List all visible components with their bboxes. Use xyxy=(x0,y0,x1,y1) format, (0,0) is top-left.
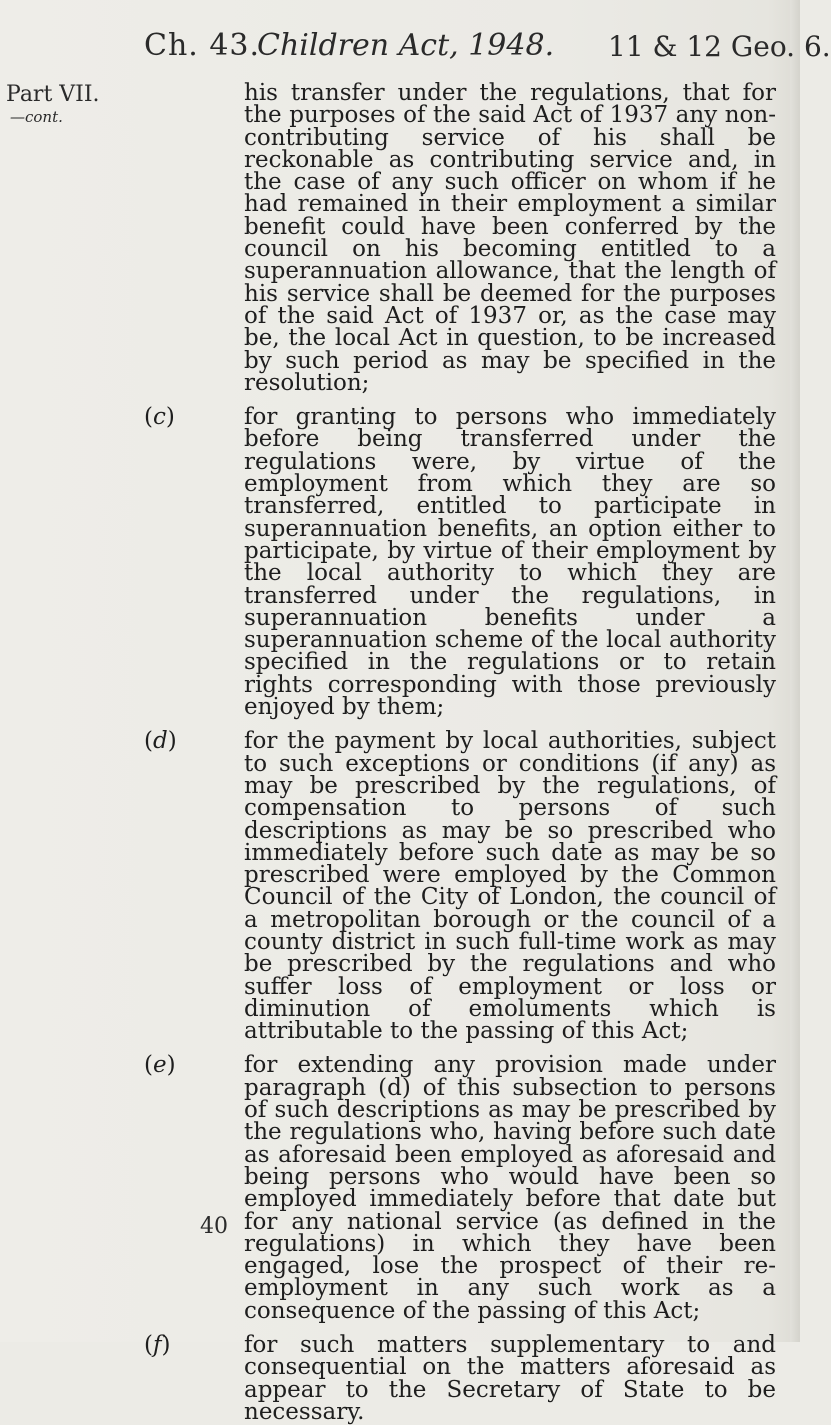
margin-note xyxy=(6,84,126,128)
clause-f xyxy=(144,1334,776,1423)
clause-letter: f xyxy=(152,1332,162,1359)
clause-label: (d) xyxy=(144,728,177,755)
clause-d xyxy=(144,728,776,1045)
intro-paragraph: his transfer under the regulations, that for the purposes of the said Act of 1937 any non-contributing service of his shall be reckonable as contributing service and, in the case of any such officer on whom if he had remained in their employment a similar benefit could have been conferred by the council on his becoming entitled to a superannuation allowance, that the length of his service shall be deemed for the purposes of the said Act of 1937 or, as the case may be, the local Act in question, to be increased by such period as may be specified in the resolution; xyxy=(244,80,776,396)
regnal-year: 11 & 12 Geo. 6. xyxy=(608,30,831,63)
clause-text: for such matters supplementary to and consequential on the matters aforesaid as appear to the Secretary of State to be necessary. xyxy=(244,1332,776,1425)
clause-text: for granting to persons who immediately before being transferred under the regulations were, by virtue of the employment from which they are so transferred, entitled to participate in superannuation benefits, an option either to participate, by virtue of their employment by the local authority to which they are transferred under the regulations, in superannuation benefits under a superannuation scheme of the local authority specified in the regulations or to retain rights corresponding with those previously enjoyed by them; xyxy=(244,404,776,721)
clause-e xyxy=(144,1054,776,1322)
margin-part-label: Part VII. xyxy=(6,82,100,107)
clause-label: (c) xyxy=(144,404,175,431)
running-header xyxy=(0,28,831,68)
chapter-number: Ch. 43. xyxy=(144,28,261,63)
clause-text: for the payment by local authorities, subject to such exceptions or conditions (if any) as may be prescribed by the regulations, of compensation to persons of such descriptions as may be so prescribed who immediately before such date as may be so prescribed were employed by the Common Council of the City of London, the council of a metropolitan borough or the council of a county district in such full-time work as may be prescribed by the regulations and who suffer loss of employment or loss or diminution of emoluments which is attributable to the passing of this Act; xyxy=(244,728,776,1045)
clause-c xyxy=(144,404,776,721)
clause-letter: e xyxy=(152,1052,167,1079)
clause-label: (f) xyxy=(144,1332,171,1359)
margin-cont-label: —cont. xyxy=(10,108,63,126)
page-edge-shadow xyxy=(790,0,800,1342)
page-number: 40 xyxy=(200,1214,228,1239)
clause-text: for extending any provision made under paragraph (d) of this subsection to persons of such descriptions as may be prescribed by the regulations who, having before such date as aforesaid been employed as aforesaid and being persons who would have been so employed immediately before that date but for any national service (as defined in the regulations) in which they have been engaged, lose the prospect of their re-employment in any such work as a consequence of the passing of this Act; xyxy=(244,1052,776,1324)
clause-letter: c xyxy=(152,404,166,431)
body-text xyxy=(144,82,776,1423)
act-title: Children Act, 1948. xyxy=(257,28,555,63)
clause-label: (e) xyxy=(144,1052,176,1079)
clause-letter: d xyxy=(152,728,168,755)
